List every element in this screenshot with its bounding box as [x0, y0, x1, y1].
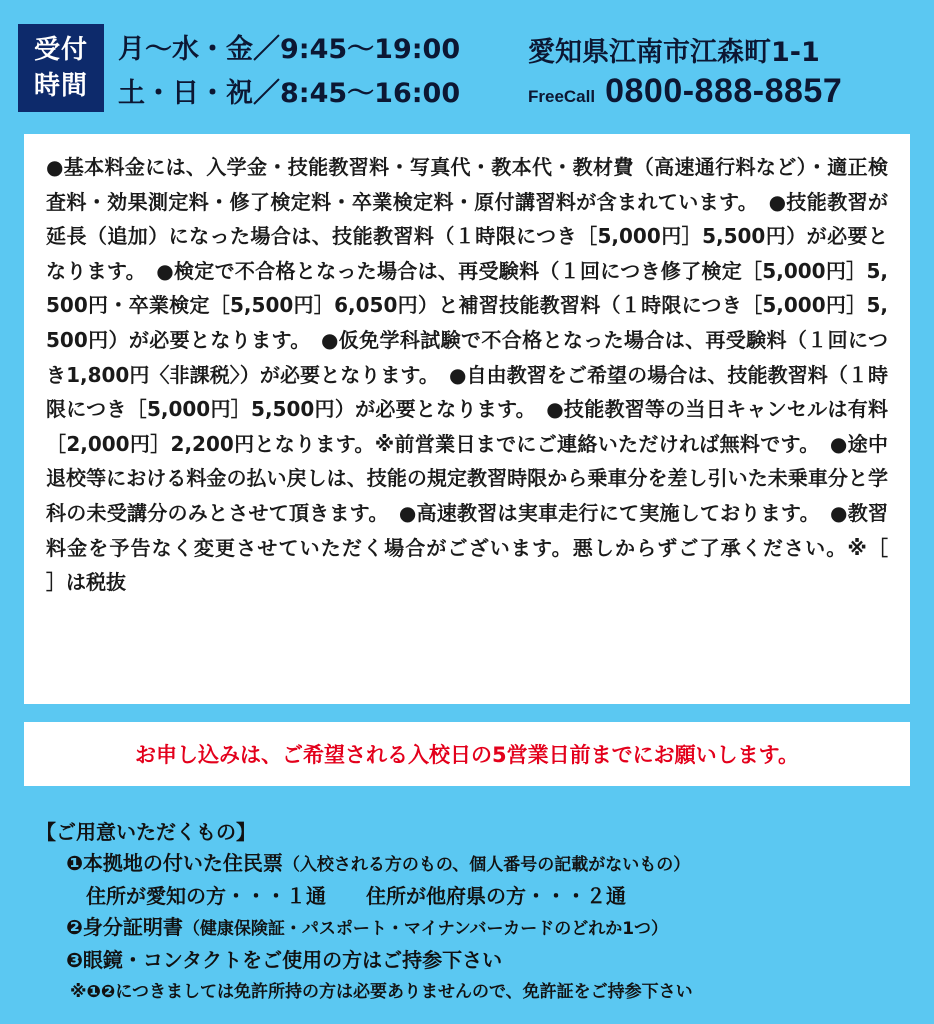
application-deadline-box [24, 722, 910, 786]
required-item-2-note: （健康保険証・パスポート・マイナンバーカードのどれか1つ） [182, 919, 669, 939]
freecall-label: FreeCall [528, 87, 596, 106]
required-item-1-note: （入校される方のもの、個人番号の記載がないもの） [282, 855, 691, 875]
badge-line-2: 時間 [33, 71, 88, 101]
hours-weekday: 月〜水・金／9:45〜19:00 [118, 34, 461, 65]
address: 愛知県江南市江森町1-1 [528, 37, 820, 68]
reception-hours [118, 28, 460, 116]
required-item-1-label: ❶本拠地の付いた住民票 [66, 851, 283, 875]
application-deadline-text: お申し込みは、ご希望される入校日の5営業日前までにお願いします。 [135, 743, 799, 767]
required-item-1-count-other: 住所が他府県の方・・・２通 [366, 884, 626, 908]
required-item-1-count-aichi: 住所が愛知の方・・・１通 [86, 884, 326, 908]
required-items-heading: 【ご用意いただくもの】 [36, 820, 256, 844]
required-item-2 [36, 912, 916, 945]
required-items-footnote: ※❶❷につきましては免許所持の方は必要ありませんので、免許証をご持参下さい [70, 982, 693, 1002]
fee-notice-box [24, 134, 928, 704]
phone-number[interactable]: 0800-888-8857 [605, 72, 843, 110]
required-items [36, 816, 916, 1008]
reception-hours-badge [18, 24, 104, 112]
phone-row [528, 72, 842, 111]
required-item-1-counts [36, 881, 916, 912]
required-item-3: ❸眼鏡・コンタクトをご使用の方はご持参下さい [66, 948, 503, 972]
required-item-1 [36, 848, 916, 881]
required-item-2-label: ❷身分証明書 [66, 915, 183, 939]
fee-notice-text: ●基本料金には、入学金・技能教習料・写真代・教本代・教材費（高速通行料など）・適正検査料・効果測定料・修了検定料・卒業検定料・原付講習料が含まれています。 ●技能教習が延長（追加）になった場合は、技能教習料（１時限につき［5,000円］5,500円）が必要となります。 ●検定で不合格となった場合は、再受験料（１回につき修了検定［5,000円］5,500円・卒業検定［5,500円］6,050円）と補習技能教習料（１時限につき［5,000円］5,500円）が必要となります。 ●仮免学科試験で不合格となった場合は、再受験料（１回につき1,800円〈非課税〉）が必要となります。 ●自由教習をご希望の場合は、技能教習料（１時限につき［5,000円］5,500円）が必要となります。 ●技能教習等の当日キャンセルは有料［2,000円］2,200円となります。※前営業日までにご連絡いただければ無料です。 ●途中退校等における料金の払い戻しは、技能の規定教習時限から乗車分を差し引いた未乗車分と学科の未受講分のみとさせて頂きます。 ●高速教習は実車走行にて実施しております。 ●教習料金を予告なく変更させていただく場合がございます。悪しからずご了承ください。※［ ］は税抜 [46, 155, 928, 595]
hours-weekend: 土・日・祝／8:45〜16:00 [118, 78, 461, 109]
badge-line-1: 受付 [33, 35, 88, 65]
header [0, 0, 934, 120]
